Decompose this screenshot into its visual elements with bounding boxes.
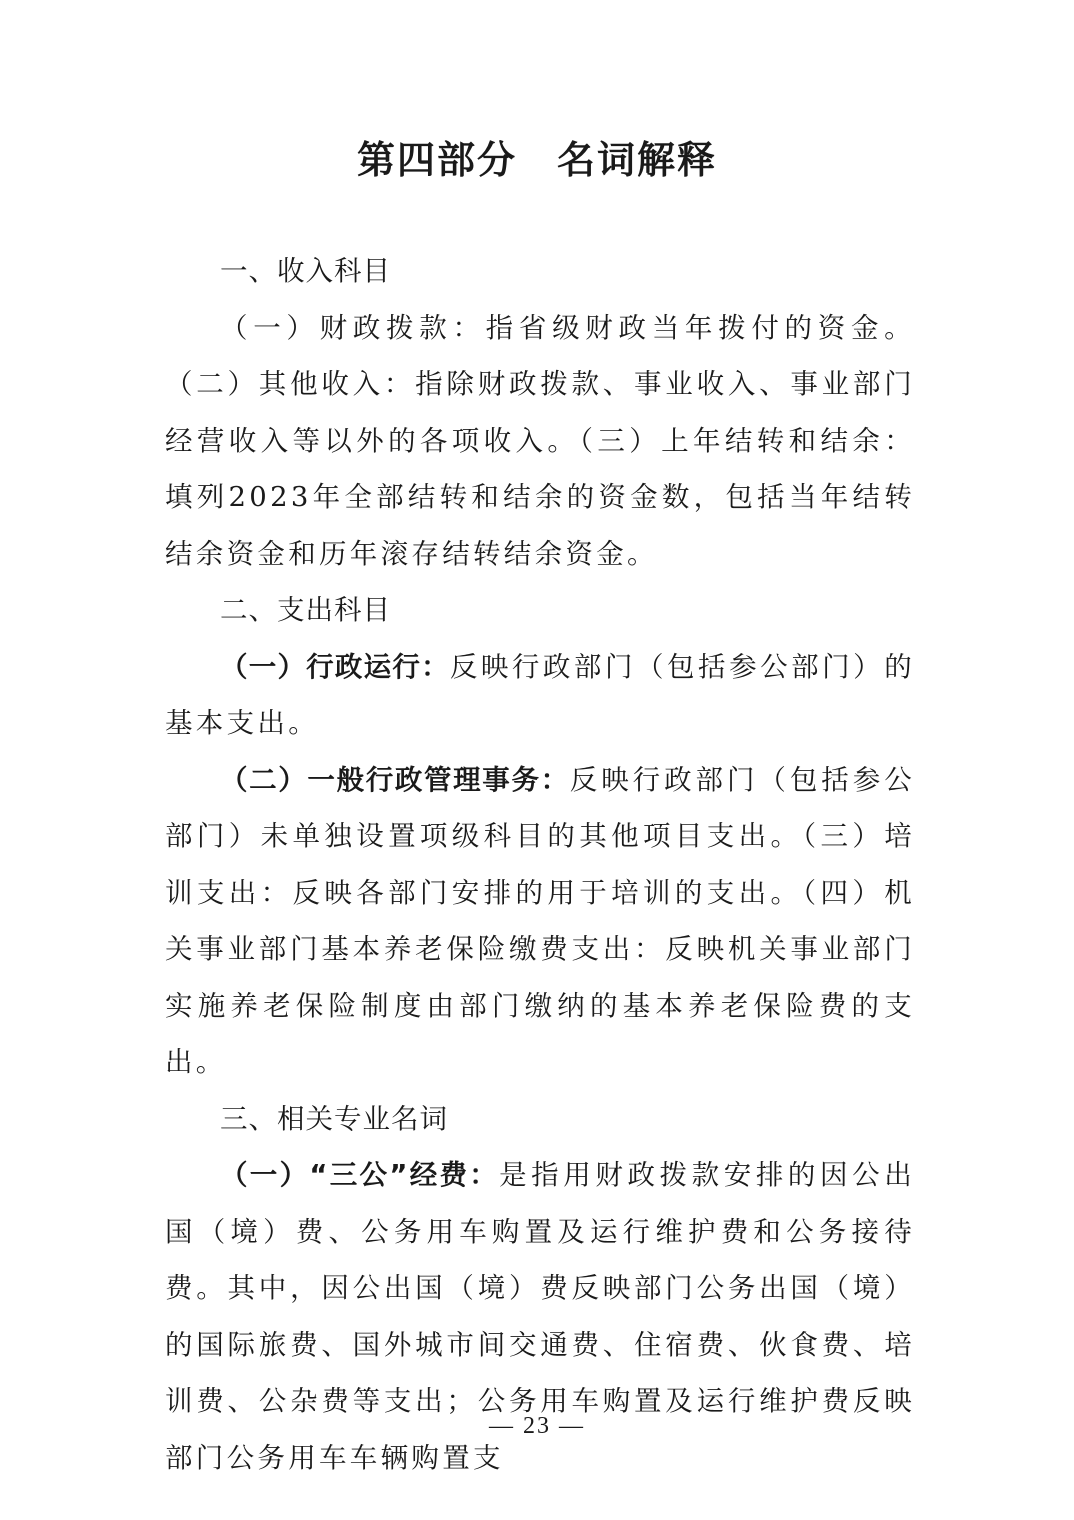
document-body	[165, 243, 915, 1486]
section-heading: 一、收入科目	[220, 255, 391, 287]
paragraph-text: 反映行政部门（包括参公部门）的基本支出。	[165, 650, 916, 739]
paragraph-text: （一）财政拨款：指省级财政当年拨付的资金。（二）其他收入：指除财政拨款、事业收入、事业部门经营收入等以外的各项收入。（三）上年结转和结余：填列2023年全部结转和结余的资金数，包括当年结转结余资金和历年滚存结转结余资金。	[165, 311, 915, 570]
section-heading: 二、支出科目	[220, 594, 391, 626]
paragraph	[165, 639, 915, 752]
page-title: 第四部分 名词解释	[356, 138, 717, 182]
paragraph-lead: （一）“三公”经费：	[220, 1159, 500, 1191]
paragraph-lead: （一）行政运行：	[220, 650, 450, 683]
paragraph-text: 反映行政部门（包括参公部门）未单独设置项级科目的其他项目支出。（三）培训支出：反映各部门安排的用于培训的支出。（四）机关事业部门基本养老保险缴费支出：反映机关事业部门实施养老保险制度由部门缴纳的基本养老保险费的支出。	[165, 763, 915, 1078]
page-number: — 23 —	[489, 1413, 585, 1439]
paragraph	[165, 752, 915, 1091]
section-heading: 三、相关专业名词	[220, 1102, 448, 1135]
paragraph	[165, 300, 915, 583]
paragraph-text: 是指用财政拨款安排的因公出国（境）费、公务用车购置及运行维护费和公务接待费。其中，因公出国（境）费反映部门公务出国（境）的国际旅费、国外城市间交通费、住宿费、伙食费、培训费、公杂费等支出；公务用车购置及运行维护费反映部门公务用车车辆购置支	[165, 1159, 915, 1474]
paragraph-lead: （二）一般行政管理事务：	[220, 763, 570, 796]
